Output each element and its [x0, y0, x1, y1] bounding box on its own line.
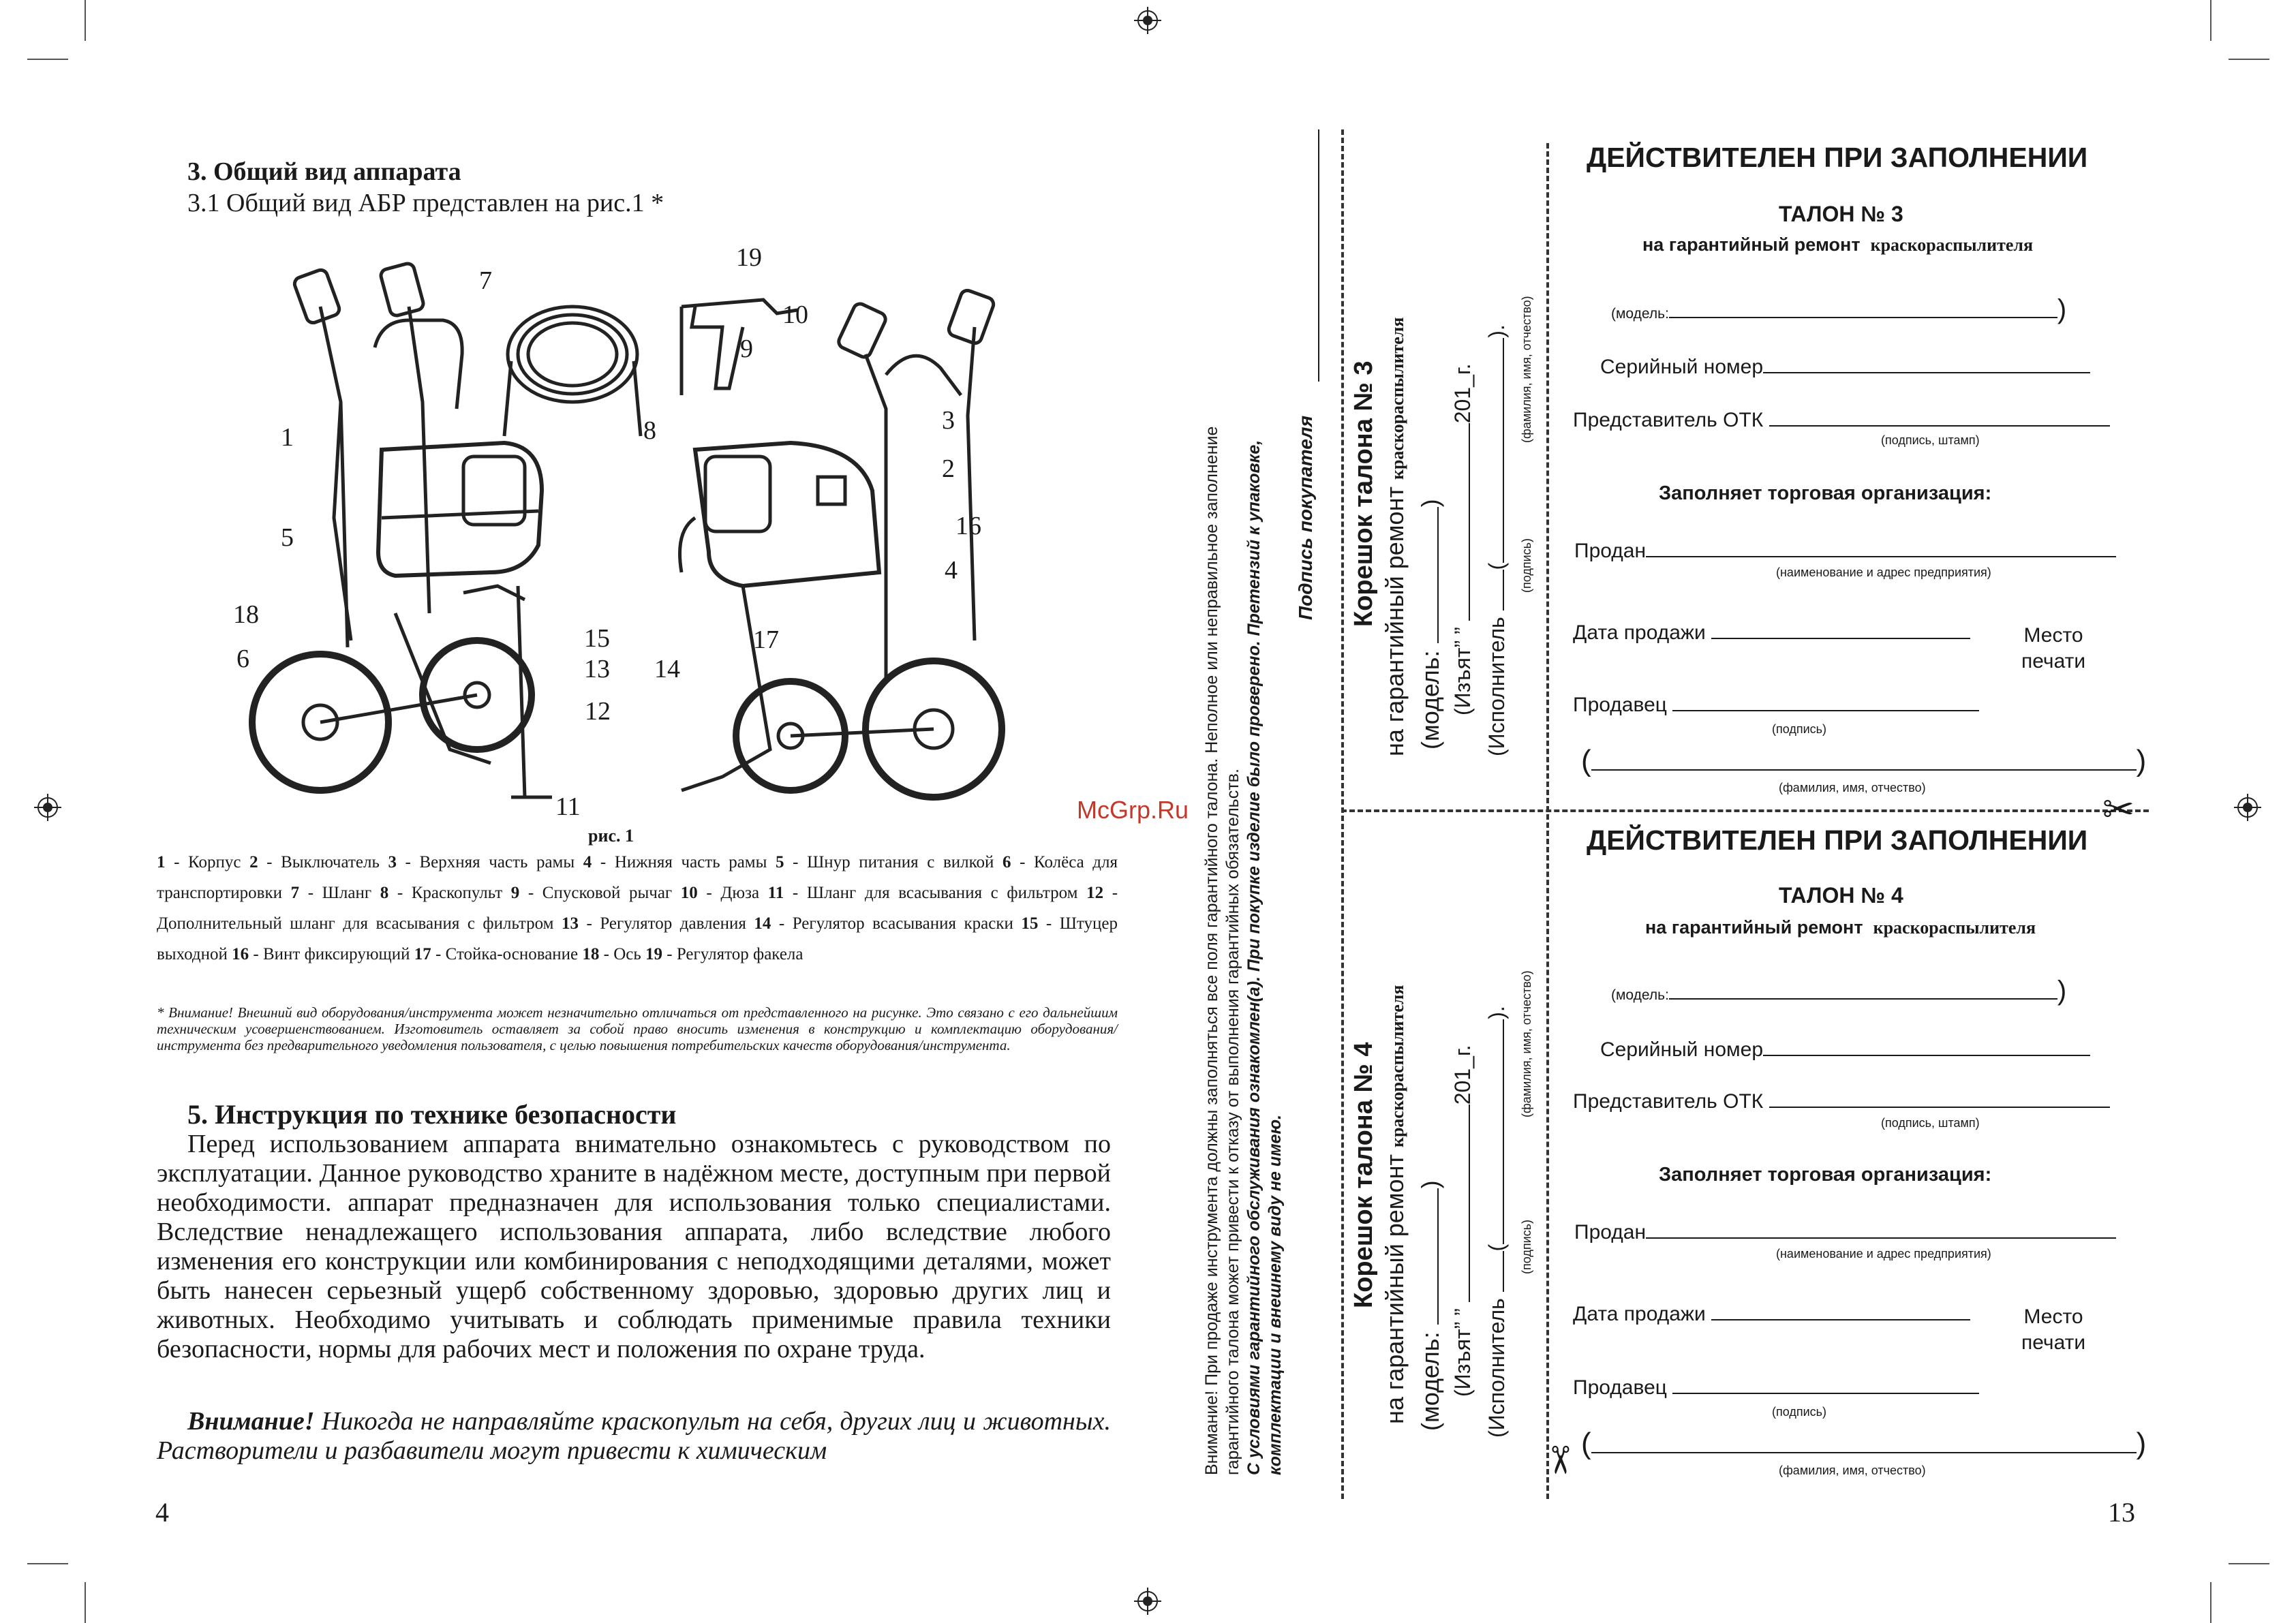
coupon-header: ДЕЙСТВИТЕЛЕН ПРИ ЗАПОЛНЕНИИ	[1587, 142, 2088, 173]
stub-subtitle	[1381, 985, 1409, 1424]
legend-description: - Стойка-основание	[431, 945, 583, 963]
coupon-sold-label: Продан	[1574, 540, 1647, 562]
stub-name-hint: (фамилия, имя, отчество)	[1520, 970, 1533, 1117]
section-subtitle: 3.1 Общий вид АБР представлен на рис.1 *	[187, 189, 664, 217]
cut-line-horizontal	[1341, 809, 2149, 812]
legend-number: 14	[754, 914, 771, 933]
legend-number: 3	[388, 853, 397, 871]
stub-seized-label: (Изъят” ”	[1450, 627, 1475, 715]
legend-description: - Колёса для транспортировки	[157, 853, 1118, 902]
legend-description: - Верхняя часть рамы	[396, 853, 583, 871]
stub-subtitle-extra: краскораспылителя	[1388, 985, 1407, 1148]
stub-executor-label: (Исполнитель	[1484, 617, 1509, 756]
legend-description: - Шланг	[299, 884, 380, 902]
callout-label: 6	[236, 645, 249, 673]
coupon-sale-date-label: Дата продажи	[1573, 1303, 1706, 1325]
legend-number: 6	[1002, 853, 1011, 871]
coupon-seller-hint: (подпись)	[1772, 1405, 1827, 1419]
coupon-trade-org: Заполняет торговая организация:	[1659, 482, 1992, 504]
safety-paragraph	[157, 1130, 1111, 1364]
stub-seized-label: (Изъят” ”	[1450, 1308, 1475, 1397]
warning-label: Внимание!	[187, 1407, 315, 1436]
coupon-subtitle-extra: краскораспылителя	[1870, 235, 2034, 255]
coupon-model-field: (модель: )	[1611, 976, 2067, 1006]
legend-description: - Шланг для всасывания с фильтром	[784, 884, 1087, 902]
legend-number: 16	[232, 945, 249, 963]
stub-subtitle-text: на гарантийный ремонт	[1381, 1154, 1409, 1424]
coupon-trade-org: Заполняет торговая организация:	[1659, 1164, 1992, 1186]
callout-label: 17	[753, 625, 779, 654]
callout-label: 1	[281, 423, 294, 452]
warning-text: Никогда не направляйте краскопульт на себя, других лиц и животных. Растворители и разбавители могут привести к химическим	[157, 1407, 1111, 1465]
legend-description: - Штуцер выходной	[157, 914, 1118, 963]
registration-mark-icon	[1134, 1588, 1161, 1615]
section-title: 3. Общий вид аппарата	[187, 157, 461, 186]
crop-mark	[85, 0, 86, 41]
coupon-otk-label: Представитель ОТК	[1573, 409, 1764, 431]
coupon-sold-hint: (наименование и адрес предприятия)	[1776, 566, 1991, 579]
stub-model-field: (модель: )	[1416, 1180, 1444, 1431]
side-warning-line-2: гарантийного талона может привести к отказу от выполнения гарантийных обязательств.	[1223, 769, 1242, 1475]
callout-label: 10	[782, 300, 808, 329]
coupon-sale-date-label: Дата продажи	[1573, 621, 1706, 644]
buyer-signature-line	[1318, 129, 1319, 382]
legend-description: - Дополнительный шланг для всасывания с фильтром	[157, 884, 1118, 933]
watermark: McGrp.Ru	[1077, 796, 1189, 824]
coupon-stamp-line1: Место	[2023, 1305, 2083, 1328]
legend-description: - Регулятор всасывания краски	[771, 914, 1022, 933]
coupon-name-hint: (фамилия, имя, отчество)	[1779, 781, 1926, 794]
disclaimer-note: * Внимание! Внешний вид оборудования/инструмента может незначительно отличаться от представленного на рисунке. Это связано с его дальнейшим техническим усовершенствованием. Изготовитель оставляет за собой право вносить изменения в конструкцию и комплектацию оборудования/инструмента без предварительного уведомления пользователя, с целью повышения потребительских качеств оборудования/инструмента.	[157, 1004, 1118, 1053]
legend-description: - Нижняя часть рамы	[592, 853, 776, 871]
coupon-subtitle	[1642, 234, 2033, 256]
stub-model-field: (модель: )	[1416, 499, 1444, 749]
stub-subtitle-extra: краскораспылителя	[1388, 317, 1407, 480]
stub-seized-field	[1450, 363, 1475, 715]
callout-label: 8	[643, 416, 656, 445]
coupon-name-hint: (фамилия, имя, отчество)	[1779, 1464, 1926, 1477]
callout-label: 12	[585, 697, 611, 726]
legend-number: 4	[583, 853, 592, 871]
crop-mark	[2210, 1582, 2211, 1623]
legend-number: 7	[290, 884, 300, 902]
callout-label: 14	[654, 655, 680, 683]
legend-number: 2	[249, 853, 258, 871]
legend-description: - Спусковой рычаг	[519, 884, 681, 902]
coupon-header: ДЕЙСТВИТЕЛЕН ПРИ ЗАПОЛНЕНИИ	[1587, 824, 2088, 856]
stub-executor-field: (Исполнитель ().	[1484, 324, 1509, 756]
callout-label: 5	[281, 523, 294, 552]
coupon-title: ТАЛОН № 3	[1779, 202, 1903, 226]
crop-mark	[27, 1563, 68, 1564]
coupon-stamp-place	[2021, 623, 2085, 675]
coupon-model-label: (модель:	[1611, 987, 1669, 1003]
callout-label: 4	[945, 556, 958, 585]
stub-model-label: (модель:	[1416, 1331, 1444, 1431]
coupon-sold-field	[1574, 1221, 2116, 1244]
stub-signature-hint: (подпись)	[1520, 1219, 1533, 1274]
stub-title: Корешок талона № 4	[1349, 1042, 1378, 1308]
stub-signature-hint: (подпись)	[1520, 538, 1533, 593]
coupon-seller-field	[1573, 1376, 1979, 1400]
side-warning-line-4: комплектации и внешнему виду не имею.	[1266, 1114, 1285, 1475]
warning-paragraph	[157, 1407, 1111, 1466]
coupon-otk-label: Представитель ОТК	[1573, 1090, 1764, 1113]
page-number-left: 4	[155, 1497, 169, 1528]
coupon-stamp-line2: печати	[2021, 650, 2086, 673]
crop-mark	[27, 59, 68, 60]
legend-description: - Регулятор давления	[579, 914, 754, 933]
registration-mark-icon	[1134, 7, 1161, 34]
buyer-signature-label: Подпись покупателя	[1295, 415, 1316, 620]
legend-number: 18	[582, 945, 600, 963]
stub-title: Корешок талона № 3	[1349, 360, 1378, 627]
coupon-sold-label: Продан	[1574, 1221, 1647, 1243]
cut-line-vertical	[1341, 129, 1344, 1499]
side-warning-line-1: Внимание! При продаже инструмента должны заполняться все поля гарантийного талона. Неполное или неправильное заполнение	[1202, 426, 1221, 1475]
legend-description: - Ось	[599, 945, 646, 963]
legend-number: 12	[1086, 884, 1104, 902]
registration-mark-icon	[2234, 794, 2261, 821]
callout-label: 15	[584, 624, 610, 653]
legend-number: 15	[1021, 914, 1039, 933]
coupon-stamp-line2: печати	[2021, 1331, 2086, 1354]
coupon-stamp-place	[2021, 1304, 2085, 1356]
stub-subtitle	[1381, 318, 1409, 756]
callout-label: 13	[584, 655, 610, 683]
coupon-subtitle-text: на гарантийный ремонт	[1645, 917, 1863, 938]
coupon-serial-field	[1600, 1038, 2090, 1062]
stub-year: 201_г.	[1450, 1045, 1475, 1105]
coupon-sale-date-field	[1573, 621, 1970, 645]
crop-mark	[2210, 0, 2211, 41]
callout-label: 19	[736, 243, 762, 272]
legend-description: - Корпус	[165, 853, 250, 871]
legend-number: 17	[414, 945, 431, 963]
legend-description: - Винт фиксирующий	[249, 945, 414, 963]
legend-description: - Краскопульт	[388, 884, 511, 902]
crop-mark	[2229, 1563, 2269, 1564]
coupon-seller-hint: (подпись)	[1772, 722, 1827, 736]
legend-number: 8	[380, 884, 389, 902]
legend-number: 10	[680, 884, 698, 902]
sprayer-illustration	[204, 232, 1015, 831]
callout-label: 9	[740, 335, 753, 363]
coupon-name-field: ( )	[1581, 1427, 2147, 1460]
legend-number: 1	[157, 853, 166, 871]
coupon-otk-hint: (подпись, штамп)	[1881, 433, 1980, 447]
coupon-serial-label: Серийный номер	[1600, 356, 1764, 378]
callout-label: 7	[479, 266, 492, 295]
callout-label: 11	[555, 792, 581, 821]
coupon-subtitle	[1645, 917, 2036, 938]
coupon-name-field: ( )	[1581, 744, 2147, 777]
page-number-right: 13	[2108, 1497, 2135, 1528]
stub-name-hint: (фамилия, имя, отчество)	[1520, 296, 1533, 443]
legend-number: 9	[510, 884, 520, 902]
coupon-sold-field	[1574, 540, 2116, 563]
stub-model-label: (модель:	[1416, 650, 1444, 749]
scissors-icon: ✂	[2102, 788, 2134, 831]
coupon-stamp-line1: Место	[2023, 624, 2083, 647]
legend-description: - Регулятор факела	[662, 945, 803, 963]
coupon-serial-label: Серийный номер	[1600, 1038, 1764, 1061]
stub-executor-field: (Исполнитель ().	[1484, 1006, 1509, 1438]
cut-line-vertical	[1546, 143, 1549, 1499]
stub-executor-label: (Исполнитель	[1484, 1298, 1509, 1438]
coupon-sold-hint: (наименование и адрес предприятия)	[1776, 1247, 1991, 1261]
stub-subtitle-text: на гарантийный ремонт	[1381, 486, 1409, 756]
coupon-sale-date-field	[1573, 1303, 1970, 1326]
callout-label: 3	[942, 406, 955, 435]
stub-year: 201_г.	[1450, 363, 1475, 424]
legend-number: 13	[562, 914, 579, 933]
callout-label: 16	[955, 512, 981, 540]
crop-mark	[2229, 59, 2269, 60]
scissors-icon: ✂	[1538, 1444, 1582, 1477]
registration-mark-icon	[34, 794, 61, 821]
coupon-seller-label: Продавец	[1573, 1376, 1667, 1399]
figure-caption: рис. 1	[588, 826, 634, 846]
safety-section-title: 5. Инструкция по технике безопасности	[187, 1099, 677, 1130]
coupon-otk-field	[1573, 409, 2110, 432]
coupon-seller-label: Продавец	[1573, 694, 1667, 716]
legend-number: 11	[767, 884, 784, 902]
legend-number: 5	[776, 853, 784, 871]
crop-mark	[85, 1582, 86, 1623]
figure-legend	[157, 847, 1118, 970]
coupon-subtitle-text: на гарантийный ремонт	[1642, 234, 1861, 255]
legend-description: - Шнур питания с вилкой	[784, 853, 1002, 871]
callout-label: 18	[233, 600, 259, 629]
coupon-model-field: (модель: )	[1611, 294, 2067, 324]
side-warning-line-3: С условиями гарантийного обслуживания ознакомлен(а). При покупке изделие было проверено. Претензий к упаковке,	[1244, 439, 1264, 1475]
coupon-otk-field	[1573, 1090, 2110, 1113]
legend-description: - Дюза	[697, 884, 768, 902]
coupon-title: ТАЛОН № 4	[1779, 883, 1903, 908]
coupon-model-label: (модель:	[1611, 306, 1669, 322]
callout-label: 2	[942, 454, 955, 483]
legend-description: - Выключатель	[258, 853, 388, 871]
stub-seized-field	[1450, 1045, 1475, 1397]
safety-text: Перед использованием аппарата внимательно ознакомьтесь с руководством по эксплуатации. Данное руководство храните в надёжном месте, доступным при первой необходимости. аппарат предназначен для использования только специалистами. Вследствие ненадлежащего использования аппарата, либо вследствие любого изменения его конструкции или комбинирования с неподходящими деталями, может быть нанесен серьезный ущерб собственному здоровью, здоровью других лиц и животных. Необходимо учитывать и соблюдать применимые правила техники безопасности, нормы для рабочих мест и положения по охране труда.	[157, 1130, 1111, 1363]
coupon-subtitle-extra: краскораспылителя	[1873, 918, 2036, 938]
coupon-seller-field	[1573, 694, 1979, 717]
coupon-otk-hint: (подпись, штамп)	[1881, 1116, 1980, 1130]
legend-number: 19	[645, 945, 663, 963]
coupon-serial-field	[1600, 356, 2090, 379]
